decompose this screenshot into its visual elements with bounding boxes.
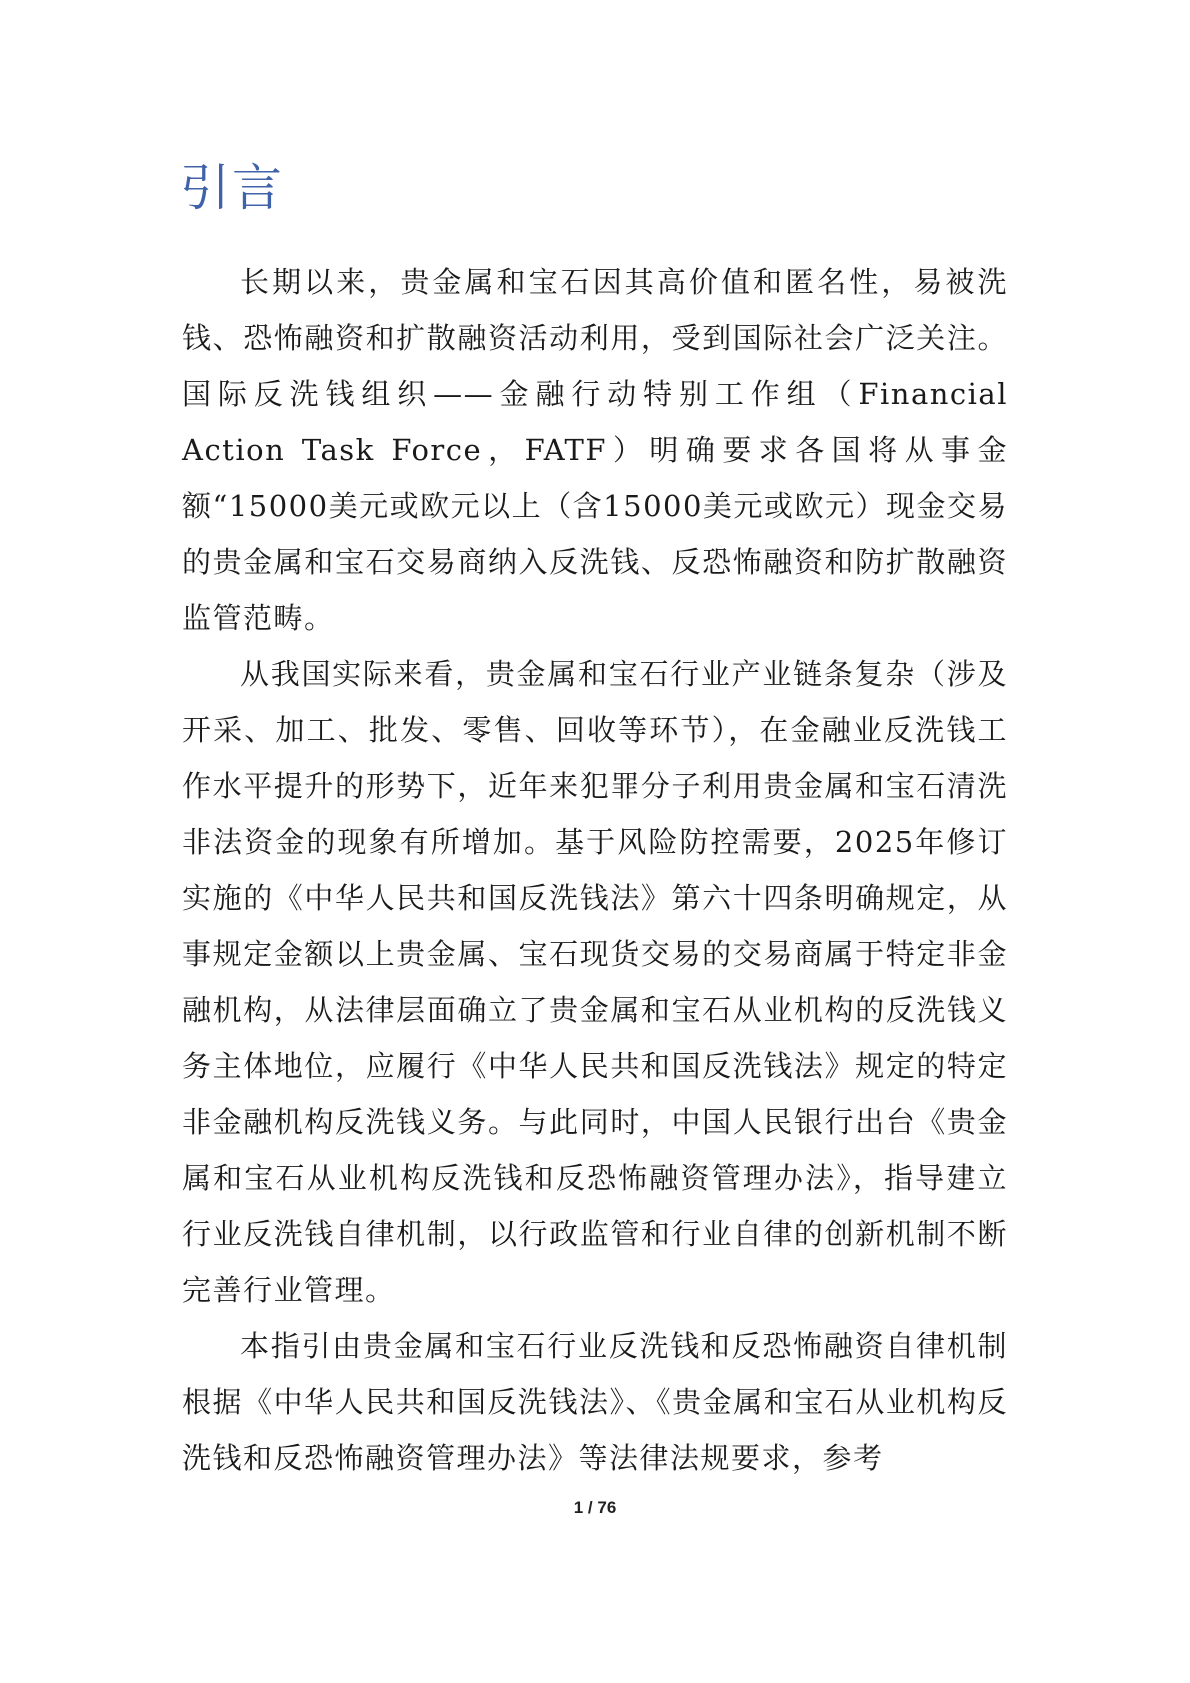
total-pages-number: 76 bbox=[597, 1498, 617, 1517]
page-number bbox=[0, 1498, 1190, 1518]
page-separator: / bbox=[583, 1498, 598, 1517]
paragraph-2: 从我国实际来看，贵金属和宝石行业产业链条复杂（涉及开采、加工、批发、零售、回收等环节），在金融业反洗钱工作水平提升的形势下，近年来犯罪分子利用贵金属和宝石清洗非法资金的现象有所增加。基于风险防控需要，2025年修订实施的《中华人民共和国反洗钱法》第六十四条明确规定，从事规定金额以上贵金属、宝石现货交易的交易商属于特定非金融机构，从法律层面确立了贵金属和宝石从业机构的反洗钱义务主体地位，应履行《中华人民共和国反洗钱法》规定的特定非金融机构反洗钱义务。与此同时，中国人民银行出台《贵金属和宝石从业机构反洗钱和反恐怖融资管理办法》，指导建立行业反洗钱自律机制，以行政监管和行业自律的创新机制不断完善行业管理。 bbox=[182, 657, 1008, 1307]
current-page-number: 1 bbox=[573, 1498, 584, 1517]
body-text bbox=[182, 254, 1008, 1486]
paragraph-1: 长期以来，贵金属和宝石因其高价值和匿名性，易被洗钱、恐怖融资和扩散融资活动利用，受到国际社会广泛关注。国际反洗钱组织——金融行动特别工作组（Financial Action Task Force，FATF）明确要求各国将从事金额“15000美元或欧元以上（含15000美元或欧元）现金交易的贵金属和宝石交易商纳入反洗钱、反恐怖融资和防扩散融资监管范畴。 bbox=[182, 265, 1008, 635]
paragraph-3: 本指引由贵金属和宝石行业反洗钱和反恐怖融资自律机制根据《中华人民共和国反洗钱法》、《贵金属和宝石从业机构反洗钱和反恐怖融资管理办法》等法律法规要求，参考 bbox=[182, 1329, 1008, 1475]
section-heading: 引言 bbox=[180, 159, 284, 217]
